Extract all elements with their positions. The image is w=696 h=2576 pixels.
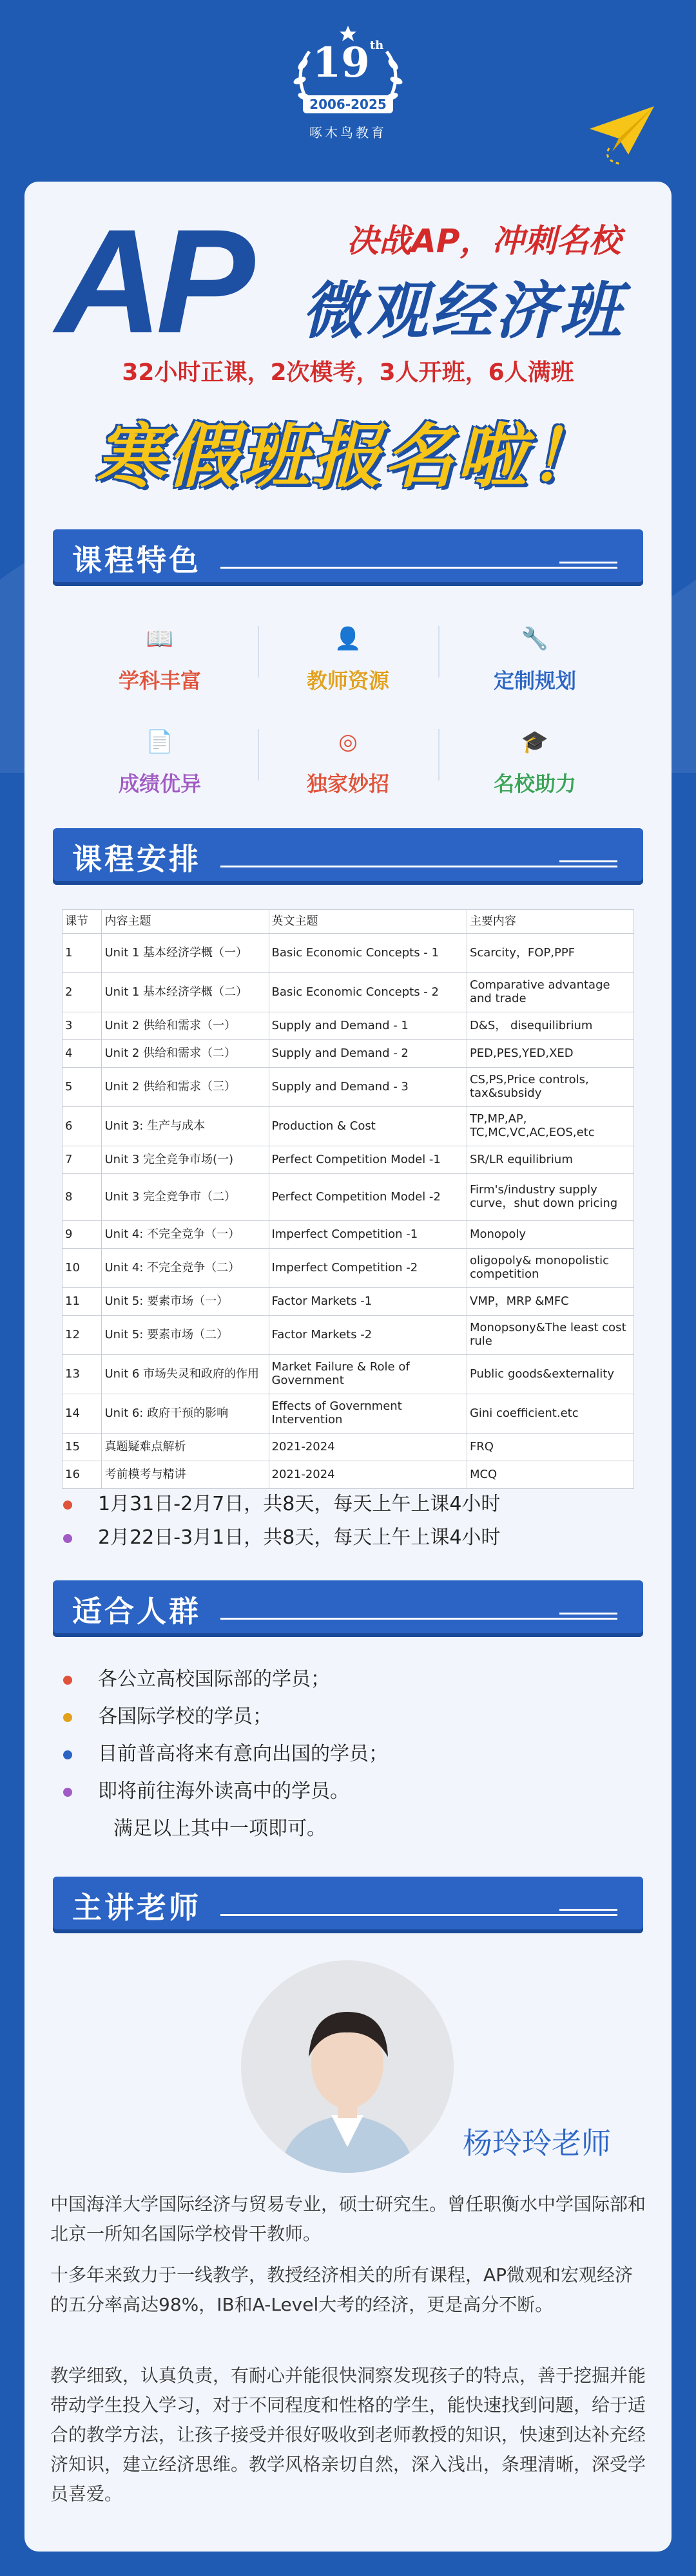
- table-cell: oligopoly& monopolistic competition: [467, 1249, 633, 1288]
- table-row: [63, 1174, 634, 1221]
- audience-item: [63, 1700, 272, 1728]
- feature-label: 学科丰富: [118, 668, 201, 693]
- anniversary-years: 2006-2025: [303, 95, 393, 113]
- table-cell: Factor Markets -1: [269, 1288, 467, 1316]
- table-cell: Basic Economic Concepts - 2: [269, 973, 467, 1012]
- feature-label: 定制规划: [493, 668, 576, 693]
- table-row: [63, 934, 634, 973]
- table-cell: Unit 2 供给和需求（一）: [102, 1012, 269, 1040]
- teacher-avatar-icon: [241, 1960, 454, 2173]
- table-cell: Perfect Competition Model -1: [269, 1146, 467, 1174]
- section-title: 课程特色: [72, 543, 201, 578]
- table-cell: Imperfect Competition -2: [269, 1249, 467, 1288]
- table-cell: 2021-2024: [269, 1434, 467, 1461]
- bullet-icon: [63, 1713, 72, 1722]
- table-cell: PED,PES,YED,XED: [467, 1040, 633, 1068]
- table-cell: 7: [63, 1146, 102, 1174]
- feature-label: 成绩优异: [118, 772, 201, 796]
- audience-item: [63, 1738, 388, 1766]
- table-cell: Supply and Demand - 1: [269, 1012, 467, 1040]
- table-cell: 5: [63, 1068, 102, 1107]
- course-title: 微观经济班: [302, 275, 624, 347]
- feature-item: [445, 620, 625, 694]
- table-cell: Firm's/industry supply curve，shut down pricing: [467, 1174, 633, 1221]
- section-title: 主讲老师: [72, 1890, 201, 1925]
- table-cell: FRQ: [467, 1434, 633, 1461]
- table-cell: Unit 4: 不完全竞争（一）: [102, 1221, 269, 1249]
- table-cell: 1: [63, 934, 102, 973]
- teacher-bio-paragraph: 十多年来致力于一线教学，教授经济相关的所有课程，AP微观和宏观经济的五分率高达98%，IB和A-Level大考的经济，更是高分不断。: [50, 2264, 633, 2315]
- table-cell: MCQ: [467, 1461, 633, 1489]
- date-text: 2月22日-3月1日，共8天，每天上午上课4小时: [98, 1526, 501, 1549]
- table-cell: Unit 2 供给和需求（三）: [102, 1068, 269, 1107]
- bullet-icon: [63, 1750, 72, 1759]
- feature-label: 名校助力: [493, 772, 576, 796]
- date-text: 1月31日-2月7日，共8天，每天上午上课4小时: [98, 1493, 501, 1515]
- table-cell: Public goods&externality: [467, 1355, 633, 1394]
- table-cell: 2021-2024: [269, 1461, 467, 1489]
- audience-text: 各国际学校的学员；: [98, 1705, 272, 1728]
- table-cell: Unit 3 完全竞争市（二）: [102, 1174, 269, 1221]
- table-row: [63, 1107, 634, 1146]
- feature-item: [70, 723, 250, 797]
- section-header-features: [53, 529, 643, 582]
- table-cell: Unit 3 完全竞争市场(一): [102, 1146, 269, 1174]
- audience-text: 即将前往海外读高中的学员。: [98, 1780, 349, 1803]
- table-cell: 8: [63, 1174, 102, 1221]
- table-cell: Unit 5: 要素市场（一）: [102, 1288, 269, 1316]
- table-cell: 13: [63, 1355, 102, 1394]
- table-row: [63, 1040, 634, 1068]
- table-cell: Comparative advantage and trade: [467, 973, 633, 1012]
- table-row: [63, 1394, 634, 1434]
- table-cell: Imperfect Competition -1: [269, 1221, 467, 1249]
- book-icon: 📖: [146, 626, 174, 652]
- table-cell: Market Failure & Role of Government: [269, 1355, 467, 1394]
- table-header: 英文主题: [269, 910, 467, 934]
- ap-logo-text: AP: [55, 198, 249, 364]
- table-row: [63, 1249, 634, 1288]
- table-cell: 4: [63, 1040, 102, 1068]
- table-row: [63, 1355, 634, 1394]
- bullet-icon: [63, 1534, 72, 1543]
- header-line: [220, 866, 617, 867]
- table-cell: SR/LR equilibrium: [467, 1146, 633, 1174]
- feature-item: [445, 723, 625, 797]
- section-title: 适合人群: [72, 1594, 201, 1629]
- content-card: [24, 182, 672, 2552]
- table-cell: Unit 6 市场失灵和政府的作用: [102, 1355, 269, 1394]
- paper-plane-icon: [583, 103, 661, 167]
- audience-item: [63, 1775, 349, 1803]
- audience-item: [63, 1663, 330, 1691]
- audience-text: 各公立高校国际部的学员；: [98, 1668, 330, 1690]
- section-header-teacher: [53, 1877, 643, 1929]
- table-cell: Supply and Demand - 2: [269, 1040, 467, 1068]
- feature-label: 教师资源: [306, 668, 389, 693]
- audience-text: 目前普高将来有意向出国的学员；: [98, 1743, 388, 1765]
- header-line: [559, 1909, 617, 1911]
- anniversary-badge: [284, 26, 412, 148]
- divider: [438, 626, 440, 677]
- table-cell: VMP，MRP &MFC: [467, 1288, 633, 1316]
- table-header: 课节: [63, 910, 102, 934]
- teacher-name: 杨玲玲老师: [463, 2126, 611, 2161]
- table-cell: Basic Economic Concepts - 1: [269, 934, 467, 973]
- table-cell: Factor Markets -2: [269, 1316, 467, 1355]
- table-cell: 3: [63, 1012, 102, 1040]
- table-cell: Monopsony&The least cost rule: [467, 1316, 633, 1355]
- date-item: [63, 1488, 500, 1516]
- course-subtitle: 32小时正课，2次模考，3人开班，6人满班: [122, 359, 574, 386]
- section-header-audience: [53, 1580, 643, 1633]
- table-cell: Effects of Government Intervention: [269, 1394, 467, 1434]
- table-cell: Perfect Competition Model -2: [269, 1174, 467, 1221]
- header-line: [559, 860, 617, 862]
- table-cell: 12: [63, 1316, 102, 1355]
- table-cell: Unit 1 基本经济学概（二）: [102, 973, 269, 1012]
- bullet-icon: [63, 1788, 72, 1797]
- section-title: 课程安排: [72, 842, 201, 876]
- report-icon: 📄: [146, 729, 174, 755]
- table-cell: 11: [63, 1288, 102, 1316]
- feature-item: [70, 620, 250, 694]
- table-header: 主要内容: [467, 910, 633, 934]
- table-row: [63, 1288, 634, 1316]
- table-cell: Unit 6: 政府干预的影响: [102, 1394, 269, 1434]
- table-cell: 真题疑难点解析: [102, 1434, 269, 1461]
- target-icon: ◎: [338, 729, 358, 755]
- table-cell: Unit 3: 生产与成本: [102, 1107, 269, 1146]
- table-cell: Production & Cost: [269, 1107, 467, 1146]
- anniversary-number: 19th: [312, 39, 384, 87]
- table-row: [63, 973, 634, 1012]
- table-cell: TP,MP,AP, TC,MC,VC,AC,EOS,etc: [467, 1107, 633, 1146]
- bullet-icon: [63, 1676, 72, 1685]
- table-row: [63, 1146, 634, 1174]
- tools-icon: 🔧: [521, 626, 549, 652]
- table-row: [63, 1316, 634, 1355]
- table-header: 内容主题: [102, 910, 269, 934]
- table-row: [63, 1221, 634, 1249]
- schedule-table: [62, 909, 634, 1489]
- header-line: [220, 567, 617, 569]
- teacher-photo: [241, 1960, 454, 2173]
- header-line: [559, 1613, 617, 1615]
- section-header-schedule: [53, 828, 643, 881]
- feature-item: [258, 620, 438, 694]
- header-line: [220, 1914, 617, 1916]
- table-cell: 2: [63, 973, 102, 1012]
- table-header-row: [63, 910, 634, 934]
- table-row: [63, 1068, 634, 1107]
- table-cell: Gini coefficient.etc: [467, 1394, 633, 1434]
- table-cell: 考前模考与精讲: [102, 1461, 269, 1489]
- table-cell: D&S， disequilibrium: [467, 1012, 633, 1040]
- divider: [438, 729, 440, 781]
- table-cell: CS,PS,Price controls, tax&subsidy: [467, 1068, 633, 1107]
- table-cell: Unit 2 供给和需求（二）: [102, 1040, 269, 1068]
- table-cell: 14: [63, 1394, 102, 1434]
- teacher-bio-paragraph: 中国海洋大学国际经济与贸易专业，硕士研究生。曾任职衡水中学国际部和北京一所知名国际学校骨干教师。: [50, 2193, 646, 2244]
- table-cell: Supply and Demand - 3: [269, 1068, 467, 1107]
- date-item: [63, 1521, 500, 1549]
- table-row: [63, 1434, 634, 1461]
- table-row: [63, 1012, 634, 1040]
- feature-item: [258, 723, 438, 797]
- graduation-icon: 🎓: [521, 729, 549, 755]
- audience-note: 满足以上其中一项即可。: [113, 1817, 326, 1840]
- table-cell: Monopoly: [467, 1221, 633, 1249]
- table-cell: Scarcity，FOP,PPF: [467, 934, 633, 973]
- table-cell: 10: [63, 1249, 102, 1288]
- table-cell: Unit 1 基本经济学概（一）: [102, 934, 269, 973]
- teacher-icon: 👤: [334, 626, 362, 652]
- enrollment-call: 寒假班报名啦！: [95, 417, 601, 497]
- teacher-bio-paragraph: 教学细致，认真负责，有耐心并能很快洞察发现孩子的特点，善于挖掘并能带动学生投入学习，对于不同程度和性格的学生，能快速找到问题，给于适合的教学方法，让孩子接受并很好吸收到老师教授的知识，快速到达补充经济知识，建立经济思维。教学风格亲切自然，深入浅出，条理清晰，深受学员喜爱。: [50, 2365, 646, 2505]
- table-cell: 6: [63, 1107, 102, 1146]
- header-line: [559, 562, 617, 564]
- header-line: [220, 1618, 617, 1620]
- bullet-icon: [63, 1501, 72, 1510]
- table-cell: 16: [63, 1461, 102, 1489]
- feature-label: 独家妙招: [306, 772, 389, 796]
- brand-name: 啄木鸟教育: [309, 125, 387, 140]
- table-row: [63, 1461, 634, 1489]
- table-cell: Unit 4: 不完全竞争（二）: [102, 1249, 269, 1288]
- table-cell: Unit 5: 要素市场（二）: [102, 1316, 269, 1355]
- table-cell: 15: [63, 1434, 102, 1461]
- slogan: 决战AP，冲刺名校: [347, 222, 621, 260]
- table-cell: 9: [63, 1221, 102, 1249]
